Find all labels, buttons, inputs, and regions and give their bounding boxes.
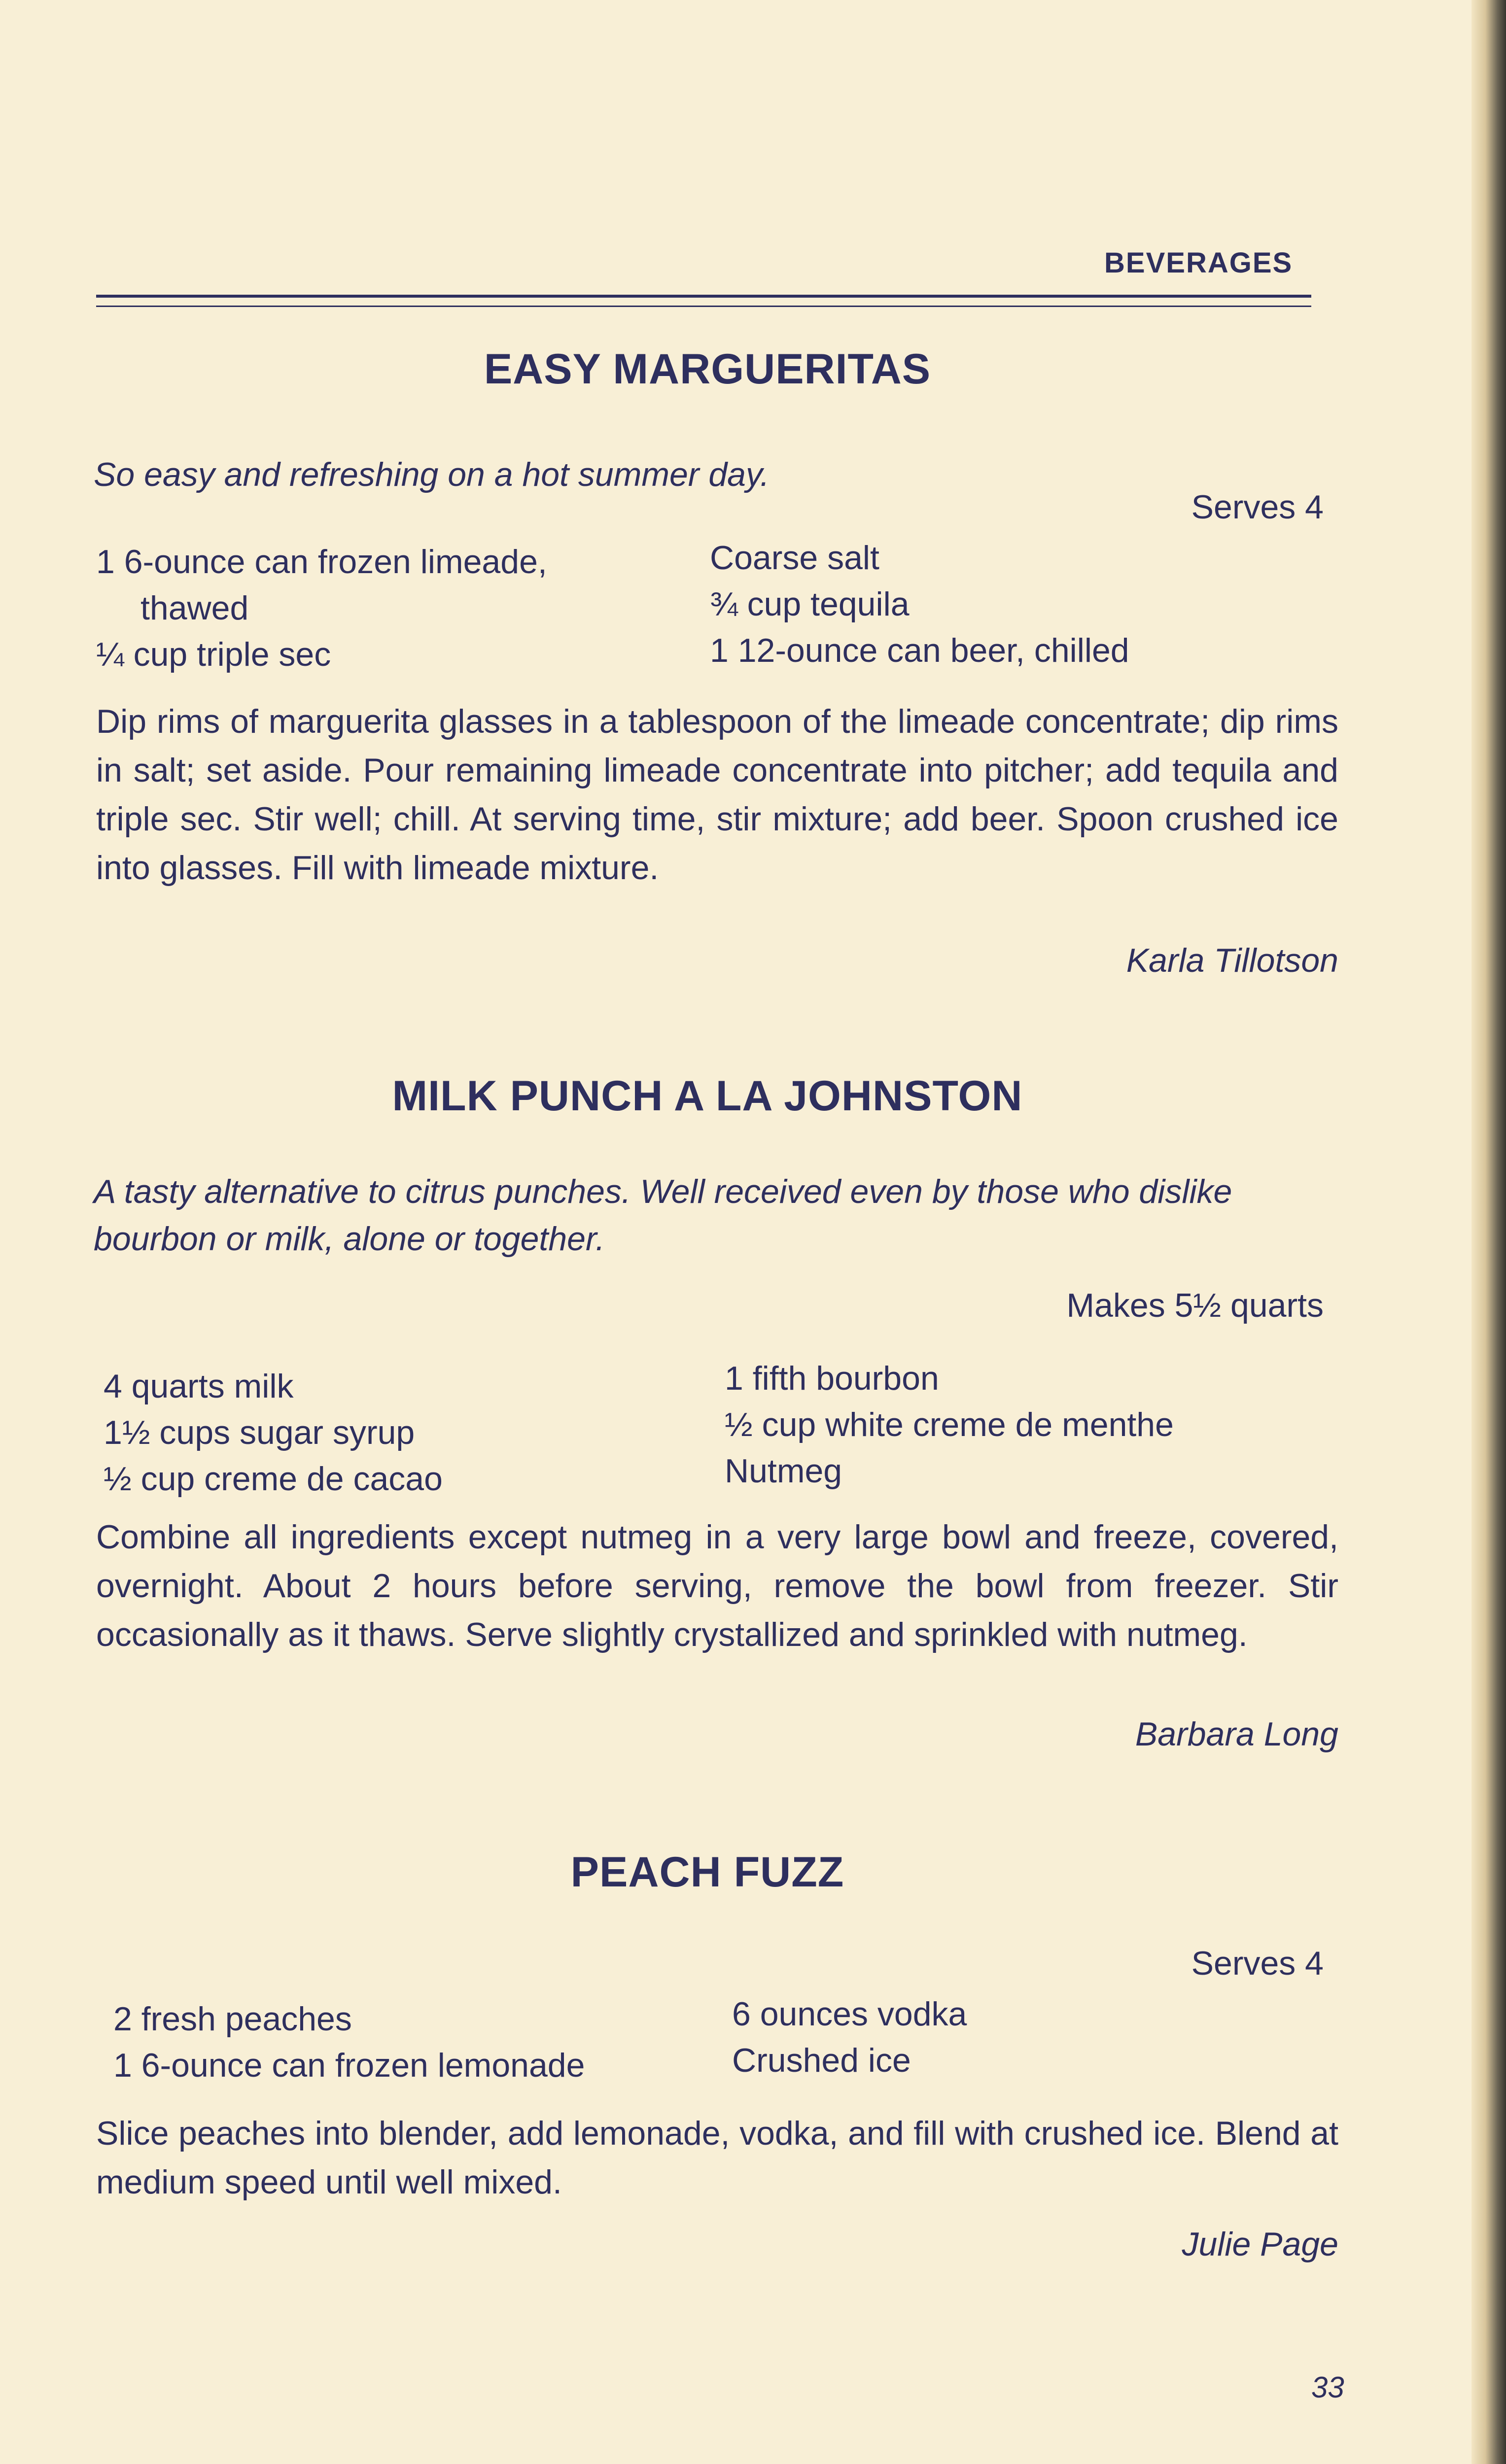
ingredient-item: 1½ cups sugar syrup xyxy=(104,1414,415,1451)
ingredient-item: ½ cup creme de cacao xyxy=(104,1460,443,1498)
ingredient-item: 6 ounces vodka xyxy=(732,1995,967,2033)
ingredient-item: 2 fresh peaches xyxy=(113,2000,352,2038)
ingredients-left-column xyxy=(113,1996,585,2088)
ingredient-item: 1 fifth bourbon xyxy=(725,1360,939,1397)
ingredient-item: ¾ cup tequila xyxy=(710,585,910,623)
page-number: 33 xyxy=(1311,2371,1344,2404)
recipe-title: EASY MARGUERITAS xyxy=(484,345,931,393)
recipe-yield: Serves 4 xyxy=(1191,488,1324,526)
recipe-title: PEACH FUZZ xyxy=(570,1848,844,1896)
ingredient-item: 1 6-ounce can frozen lemonade xyxy=(113,2047,585,2084)
recipe-intro: So easy and refreshing on a hot summer day. xyxy=(94,456,770,493)
recipe-title: MILK PUNCH A LA JOHNSTON xyxy=(392,1072,1023,1120)
recipe-yield: Makes 5½ quarts xyxy=(1066,1287,1324,1324)
recipe-yield: Serves 4 xyxy=(1191,1945,1324,1982)
ingredient-item: ½ cup white creme de menthe xyxy=(725,1406,1174,1443)
ingredient-item: thawed xyxy=(140,589,249,627)
recipe-author: Barbara Long xyxy=(1135,1715,1338,1753)
ingredient-item: ¼ cup triple sec xyxy=(96,636,331,673)
recipe-author: Karla Tillotson xyxy=(1126,942,1338,979)
recipe-method: Combine all ingredients except nutmeg in a very large bowl and freeze, covered, overnight. About 2 hours before serving, remove the bowl from freezer. Stir occasionally as it thaws. Serve slightly crystallized and sprinkled with nutmeg. xyxy=(96,1518,1338,1653)
ingredient-item: Coarse salt xyxy=(710,539,879,577)
header-rule-thin xyxy=(96,306,1311,307)
ingredients-left-column xyxy=(104,1363,443,1502)
book-spine-shadow xyxy=(1471,0,1506,2464)
recipe-method: Slice peaches into blender, add lemonade, vodka, and fill with crushed ice. Blend at medium speed until well mixed. xyxy=(96,2115,1338,2201)
ingredient-item: Nutmeg xyxy=(725,1452,842,1490)
ingredients-left-column xyxy=(96,539,547,678)
ingredient-item: Crushed ice xyxy=(732,2042,911,2079)
recipe-author: Julie Page xyxy=(1182,2225,1338,2263)
ingredient-item: 1 6-ounce can frozen limeade, xyxy=(96,543,547,581)
ingredients-right-column xyxy=(732,1991,967,2084)
recipe-method: Dip rims of marguerita glasses in a tablespoon of the limeade concentrate; dip rims in salt; set aside. Pour remaining limeade concentrate into pitcher; add tequila and triple sec. Stir well; chill. At serving time, stir mixture; add beer. Spoon crushed ice into glasses. Fill with limeade mixture. xyxy=(96,703,1338,887)
ingredient-item: 1 12-ounce can beer, chilled xyxy=(710,632,1129,669)
section-header: BEVERAGES xyxy=(1104,247,1293,279)
ingredients-right-column xyxy=(710,535,1129,674)
recipe-intro: A tasty alternative to citrus punches. Well received even by those who dislike bourbon or milk, alone or together. xyxy=(94,1173,1232,1258)
header-rule-thick xyxy=(96,295,1311,298)
ingredients-right-column xyxy=(725,1355,1174,1494)
ingredient-item: 4 quarts milk xyxy=(104,1368,294,1405)
